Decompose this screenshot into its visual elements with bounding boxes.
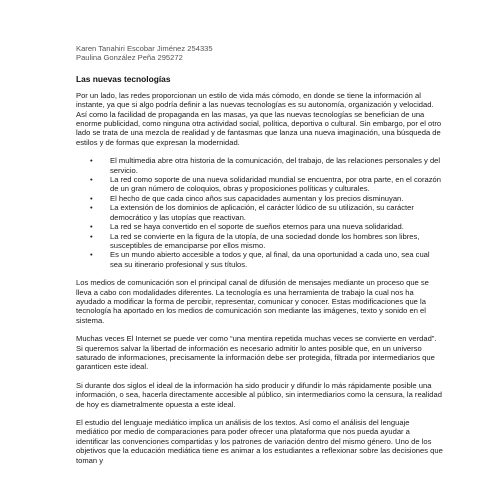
body-paragraph: Si durante dos siglos el ideal de la información ha sido producir y difundir lo más rápidamente posible una información, o sea, hacerla directamente accesible al público, sin intermediarios como la censura, la realidad de hoy es diametralmente opuesta a este ideal. — [76, 380, 442, 409]
bullet-icon: • — [90, 222, 93, 232]
bullet-item — [90, 231, 443, 251]
author-line: Karen Tanahiri Escobar Jiménez 254335 — [76, 44, 213, 53]
bullet-icon: • — [90, 250, 93, 260]
bullet-icon: • — [90, 231, 93, 241]
bullet-item — [90, 222, 443, 232]
author-line: Paulina González Peña 295272 — [76, 53, 183, 63]
bullet-item — [90, 193, 443, 203]
body-paragraph: Muchas veces El Internet se puede ver como “una mentira repetida muchas veces se convierte en verdad”. Si queremos salvar la libertad de información es necesario admitir lo antes posible que, en un universo saturado de informaciones, precisamente la información debe ser protegida, filtrada por intermediarios que garanticen este ideal. — [76, 334, 437, 372]
bullet-icon: • — [90, 193, 93, 203]
bullet-item — [90, 203, 443, 222]
bullet-icon: • — [90, 175, 93, 185]
bullet-icon: • — [90, 203, 93, 213]
bullet-item — [90, 250, 443, 269]
bullet-text: La red se haya convertido en el soporte de sueños eternos para una nueva solidaridad. — [110, 222, 404, 232]
body-paragraph: Los medios de comunicación son el principal canal de difusión de mensajes mediante un proceso que se lleva a cabo con modalidades diferentes. La tecnología es una herramienta de trabajo la cual nos ha ayudado a modificar la forma de percibir, representar, comunicar y conocer. Estas modificaciones que la tecnología ha aportado en los medios de comunicación son mediante las imágenes, texto y sonido en el sistema. — [76, 278, 429, 325]
bullet-item — [90, 156, 443, 175]
intro-paragraph: Por un lado, las redes proporcionan un estilo de vida más cómodo, en donde se tiene la información al instante, ya que si algo podría definir a las nuevas tecnologías es su autonomía, organización y velocidad. Así como la facilidad de propaganda en las masas, ya que las nuevas tecnologías se benefician de una enorme publicidad, como ninguna otra actividad social, política, deportiva o cultural. Sin embargo, por el otro lado se trata de una mezcla de realidad y de fantasmas que lanza una nueva imaginación, una búsqueda de estilos y de formas que expresan la modernidad. — [76, 90, 442, 147]
bullet-text: La extensión de los dominios de aplicación, el carácter lúdico de su utilización, su carácter democrático y las utopías que reactivan. — [110, 203, 414, 222]
bullet-list — [76, 156, 443, 269]
bullet-text: La red como soporte de una nueva solidaridad mundial se encuentra, por otra parte, en el corazón de un gran número de coloquios, obras y proposiciones políticas y culturales. — [110, 175, 441, 194]
bullet-text: La red se convierte en la figura de la utopía, de una sociedad donde los hombres son libres, susceptibles de emanciparse por ellos mismo. — [110, 231, 420, 250]
author-block — [76, 44, 443, 63]
bullet-item — [90, 175, 443, 194]
bullet-text: El hecho de que cada cinco años sus capacidades aumentan y los precios disminuyan. — [110, 193, 404, 203]
document-title: Las nuevas tecnologías — [76, 73, 171, 84]
body-paragraph: El estudio del lenguaje mediático implica un análisis de los textos. Así como el análisis del lenguaje mediático por medio de comparaciones para poder ofrecer una plataforma que nos pueda ayudar a identificar las convenciones compartidas y los patrones de variación dentro del mismo género. Uno de los objetivos que la educación mediática tiene es animar a los estudiantes a reflexionar sobre las decisiones que toman y — [76, 418, 443, 465]
bullet-text: El multimedia abre otra historia de la comunicación, del trabajo, de las relaciones personales y del servicio. — [110, 156, 441, 175]
bullet-text: Es un mundo abierto accesible a todos y que, al final, da una oportunidad a cada uno, sea cual sea su itinerario profesional y sus títulos. — [110, 250, 430, 269]
bullet-icon: • — [90, 156, 93, 166]
